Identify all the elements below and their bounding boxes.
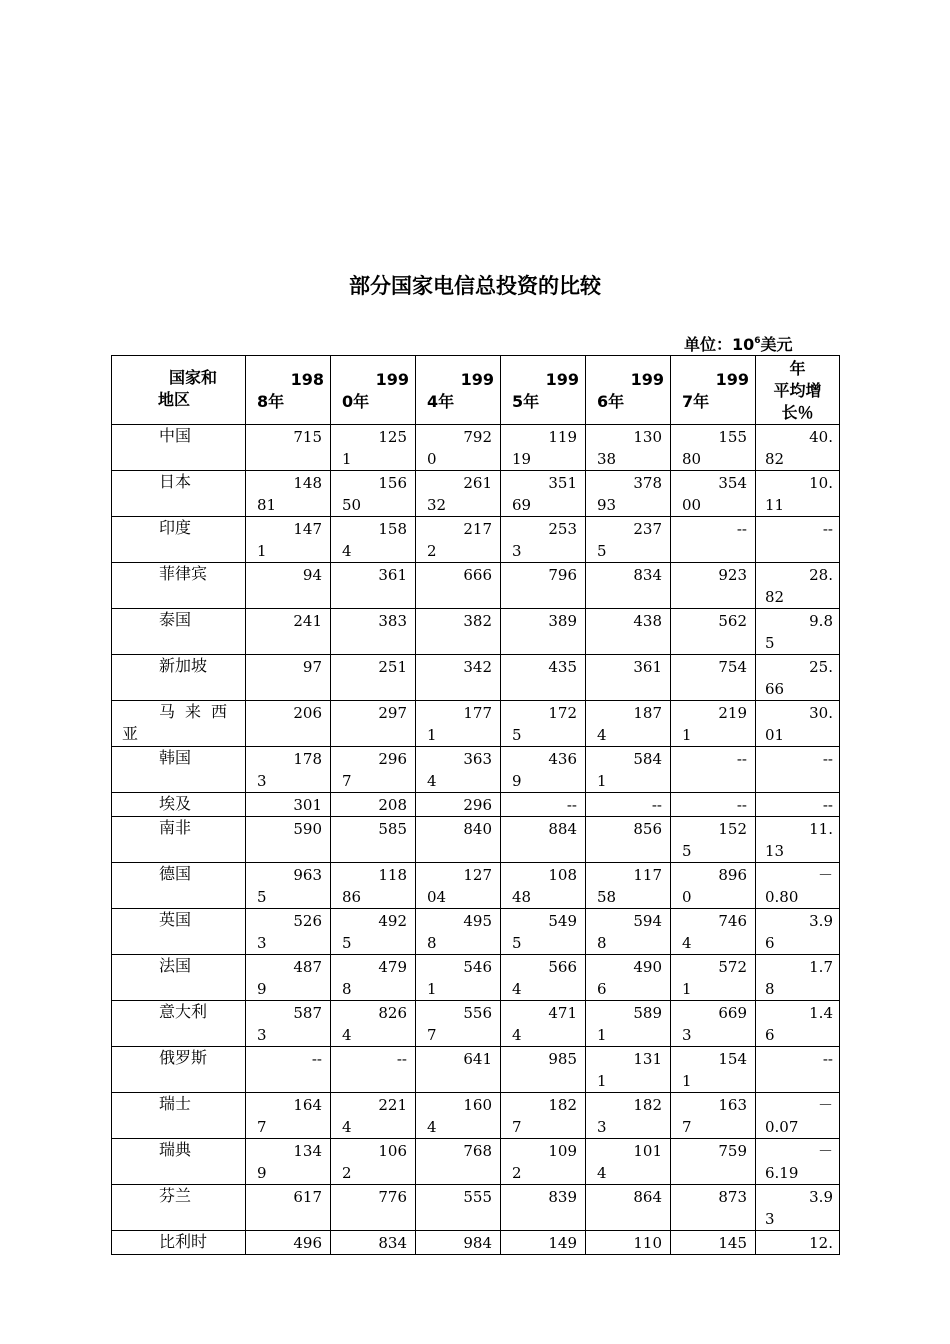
header-year: 199 5年 <box>501 356 586 425</box>
country-name-cell: 英国 <box>112 909 246 955</box>
value-cell: 587 3 <box>246 1001 331 1047</box>
table-row <box>112 1139 840 1185</box>
value-cell: 556 7 <box>416 1001 501 1047</box>
value-cell: -- <box>671 517 756 563</box>
table-row <box>112 701 840 747</box>
growth-cell: 1.7 8 <box>756 955 840 1001</box>
growth-cell: -- <box>756 517 840 563</box>
country-name-cell: 德国 <box>112 863 246 909</box>
table-row <box>112 609 840 655</box>
value-cell: 754 <box>671 655 756 701</box>
value-cell: 584 1 <box>586 747 671 793</box>
value-cell: 715 <box>246 425 331 471</box>
header-country: 国家和 地区 <box>112 356 246 425</box>
growth-cell: 25. 66 <box>756 655 840 701</box>
growth-cell: 30. 01 <box>756 701 840 747</box>
value-cell: 361 <box>331 563 416 609</box>
growth-cell: 40. 82 <box>756 425 840 471</box>
value-cell: 156 50 <box>331 471 416 517</box>
value-cell: 562 <box>671 609 756 655</box>
value-cell: 496 <box>246 1231 331 1255</box>
country-name-cell: 泰国 <box>112 609 246 655</box>
value-cell: 158 4 <box>331 517 416 563</box>
value-cell: 378 93 <box>586 471 671 517</box>
value-cell: 154 1 <box>671 1047 756 1093</box>
table-row <box>112 793 840 817</box>
value-cell: 221 4 <box>331 1093 416 1139</box>
growth-cell: － 6.19 <box>756 1139 840 1185</box>
value-cell: 864 <box>586 1185 671 1231</box>
value-cell: 896 0 <box>671 863 756 909</box>
value-cell: 382 <box>416 609 501 655</box>
value-cell: 187 4 <box>586 701 671 747</box>
value-cell: 134 9 <box>246 1139 331 1185</box>
value-cell: 873 <box>671 1185 756 1231</box>
value-cell: 172 5 <box>501 701 586 747</box>
value-cell: 487 9 <box>246 955 331 1001</box>
value-cell: 296 7 <box>331 747 416 793</box>
value-cell: 147 1 <box>246 517 331 563</box>
value-cell: 261 32 <box>416 471 501 517</box>
growth-cell: 28. 82 <box>756 563 840 609</box>
value-cell: 361 <box>586 655 671 701</box>
value-cell: 145 <box>671 1231 756 1255</box>
value-cell: 590 <box>246 817 331 863</box>
value-cell: 839 <box>501 1185 586 1231</box>
value-cell: 594 8 <box>586 909 671 955</box>
growth-cell: 11. 13 <box>756 817 840 863</box>
value-cell: 383 <box>331 609 416 655</box>
value-cell: 301 <box>246 793 331 817</box>
value-cell: -- <box>586 793 671 817</box>
table-row <box>112 1231 840 1255</box>
investment-table <box>111 355 840 1255</box>
value-cell: 160 4 <box>416 1093 501 1139</box>
value-cell: 206 <box>246 701 331 747</box>
value-cell: 148 81 <box>246 471 331 517</box>
value-cell: 669 3 <box>671 1001 756 1047</box>
value-cell: 840 <box>416 817 501 863</box>
table-row <box>112 817 840 863</box>
country-name-cell: 印度 <box>112 517 246 563</box>
value-cell: 130 38 <box>586 425 671 471</box>
value-cell: 219 1 <box>671 701 756 747</box>
table-row <box>112 909 840 955</box>
table-row <box>112 1047 840 1093</box>
value-cell: 435 <box>501 655 586 701</box>
value-cell: 237 5 <box>586 517 671 563</box>
header-year: 199 6年 <box>586 356 671 425</box>
header-year: 199 4年 <box>416 356 501 425</box>
growth-cell: -- <box>756 793 840 817</box>
page-title: 部分国家电信总投资的比较 <box>349 274 601 298</box>
country-name-cell: 中国 <box>112 425 246 471</box>
value-cell: 759 <box>671 1139 756 1185</box>
growth-cell: － 0.80 <box>756 863 840 909</box>
table-row <box>112 1001 840 1047</box>
growth-cell: 3.9 3 <box>756 1185 840 1231</box>
value-cell: 119 19 <box>501 425 586 471</box>
value-cell: 585 <box>331 817 416 863</box>
growth-cell: 3.9 6 <box>756 909 840 955</box>
value-cell: 297 <box>331 701 416 747</box>
value-cell: 117 58 <box>586 863 671 909</box>
value-cell: -- <box>671 747 756 793</box>
value-cell: 826 4 <box>331 1001 416 1047</box>
value-cell: 94 <box>246 563 331 609</box>
value-cell: 572 1 <box>671 955 756 1001</box>
country-name-cell: 芬兰 <box>112 1185 246 1231</box>
header-year: 198 8年 <box>246 356 331 425</box>
value-cell: 354 00 <box>671 471 756 517</box>
value-cell: 217 2 <box>416 517 501 563</box>
value-cell: 152 5 <box>671 817 756 863</box>
table-header-row <box>112 356 840 425</box>
value-cell: 363 4 <box>416 747 501 793</box>
value-cell: 856 <box>586 817 671 863</box>
header-year: 199 0年 <box>331 356 416 425</box>
country-name-cell: 埃及 <box>112 793 246 817</box>
value-cell: 666 <box>416 563 501 609</box>
country-name-cell: 南非 <box>112 817 246 863</box>
value-cell: 118 86 <box>331 863 416 909</box>
value-cell: 108 48 <box>501 863 586 909</box>
table-row <box>112 655 840 701</box>
value-cell: 127 04 <box>416 863 501 909</box>
country-name-cell: 瑞士 <box>112 1093 246 1139</box>
value-cell: 776 <box>331 1185 416 1231</box>
country-name-cell: 瑞典 <box>112 1139 246 1185</box>
table-row <box>112 517 840 563</box>
value-cell: 768 <box>416 1139 501 1185</box>
table-row <box>112 563 840 609</box>
value-cell: 549 5 <box>501 909 586 955</box>
value-cell: 884 <box>501 817 586 863</box>
table-row <box>112 1185 840 1231</box>
country-name-cell: 马来西 亚 <box>112 701 246 747</box>
value-cell: 101 4 <box>586 1139 671 1185</box>
value-cell: 492 5 <box>331 909 416 955</box>
growth-cell: 10. 11 <box>756 471 840 517</box>
value-cell: -- <box>671 793 756 817</box>
value-cell: 546 1 <box>416 955 501 1001</box>
value-cell: 389 <box>501 609 586 655</box>
country-name-cell: 比利时 <box>112 1231 246 1255</box>
value-cell: 479 8 <box>331 955 416 1001</box>
country-name-cell: 意大利 <box>112 1001 246 1047</box>
table-row <box>112 747 840 793</box>
growth-cell: -- <box>756 1047 840 1093</box>
country-name-cell: 新加坡 <box>112 655 246 701</box>
country-name-cell: 法国 <box>112 955 246 1001</box>
value-cell: 796 <box>501 563 586 609</box>
value-cell: 342 <box>416 655 501 701</box>
value-cell: 985 <box>501 1047 586 1093</box>
value-cell: 110 <box>586 1231 671 1255</box>
value-cell: 589 1 <box>586 1001 671 1047</box>
value-cell: 131 1 <box>586 1047 671 1093</box>
value-cell: 746 4 <box>671 909 756 955</box>
value-cell: 109 2 <box>501 1139 586 1185</box>
value-cell: 792 0 <box>416 425 501 471</box>
table-row <box>112 1093 840 1139</box>
table-row <box>112 471 840 517</box>
value-cell: 241 <box>246 609 331 655</box>
value-cell: 555 <box>416 1185 501 1231</box>
value-cell: 641 <box>416 1047 501 1093</box>
growth-cell: － 0.07 <box>756 1093 840 1139</box>
value-cell: 253 3 <box>501 517 586 563</box>
growth-cell: 9.8 5 <box>756 609 840 655</box>
value-cell: -- <box>501 793 586 817</box>
value-cell: 106 2 <box>331 1139 416 1185</box>
value-cell: 566 4 <box>501 955 586 1001</box>
value-cell: 617 <box>246 1185 331 1231</box>
value-cell: 251 <box>331 655 416 701</box>
value-cell: 471 4 <box>501 1001 586 1047</box>
value-cell: 97 <box>246 655 331 701</box>
value-cell: 438 <box>586 609 671 655</box>
value-cell: 182 3 <box>586 1093 671 1139</box>
value-cell: 155 80 <box>671 425 756 471</box>
table-row <box>112 955 840 1001</box>
value-cell: 164 7 <box>246 1093 331 1139</box>
country-name-cell: 俄罗斯 <box>112 1047 246 1093</box>
value-cell: 178 3 <box>246 747 331 793</box>
value-cell: 163 7 <box>671 1093 756 1139</box>
growth-cell: -- <box>756 747 840 793</box>
value-cell: 526 3 <box>246 909 331 955</box>
value-cell: 495 8 <box>416 909 501 955</box>
growth-cell: 1.4 6 <box>756 1001 840 1047</box>
value-cell: 834 <box>331 1231 416 1255</box>
value-cell: 296 <box>416 793 501 817</box>
value-cell: -- <box>331 1047 416 1093</box>
header-growth: 年 平均增 长％ <box>756 356 840 425</box>
value-cell: 963 5 <box>246 863 331 909</box>
value-cell: 490 6 <box>586 955 671 1001</box>
unit-label: 单位：$10^6$美元 <box>684 335 793 354</box>
country-name-cell: 菲律宾 <box>112 563 246 609</box>
growth-cell: 12. <box>756 1231 840 1255</box>
value-cell: 177 1 <box>416 701 501 747</box>
value-cell: 208 <box>331 793 416 817</box>
value-cell: 149 <box>501 1231 586 1255</box>
country-name-cell: 日本 <box>112 471 246 517</box>
value-cell: -- <box>246 1047 331 1093</box>
value-cell: 436 9 <box>501 747 586 793</box>
header-year: 199 7年 <box>671 356 756 425</box>
value-cell: 923 <box>671 563 756 609</box>
value-cell: 351 69 <box>501 471 586 517</box>
table-row <box>112 863 840 909</box>
value-cell: 125 1 <box>331 425 416 471</box>
value-cell: 834 <box>586 563 671 609</box>
country-name-cell: 韩国 <box>112 747 246 793</box>
table-row <box>112 425 840 471</box>
value-cell: 984 <box>416 1231 501 1255</box>
value-cell: 182 7 <box>501 1093 586 1139</box>
